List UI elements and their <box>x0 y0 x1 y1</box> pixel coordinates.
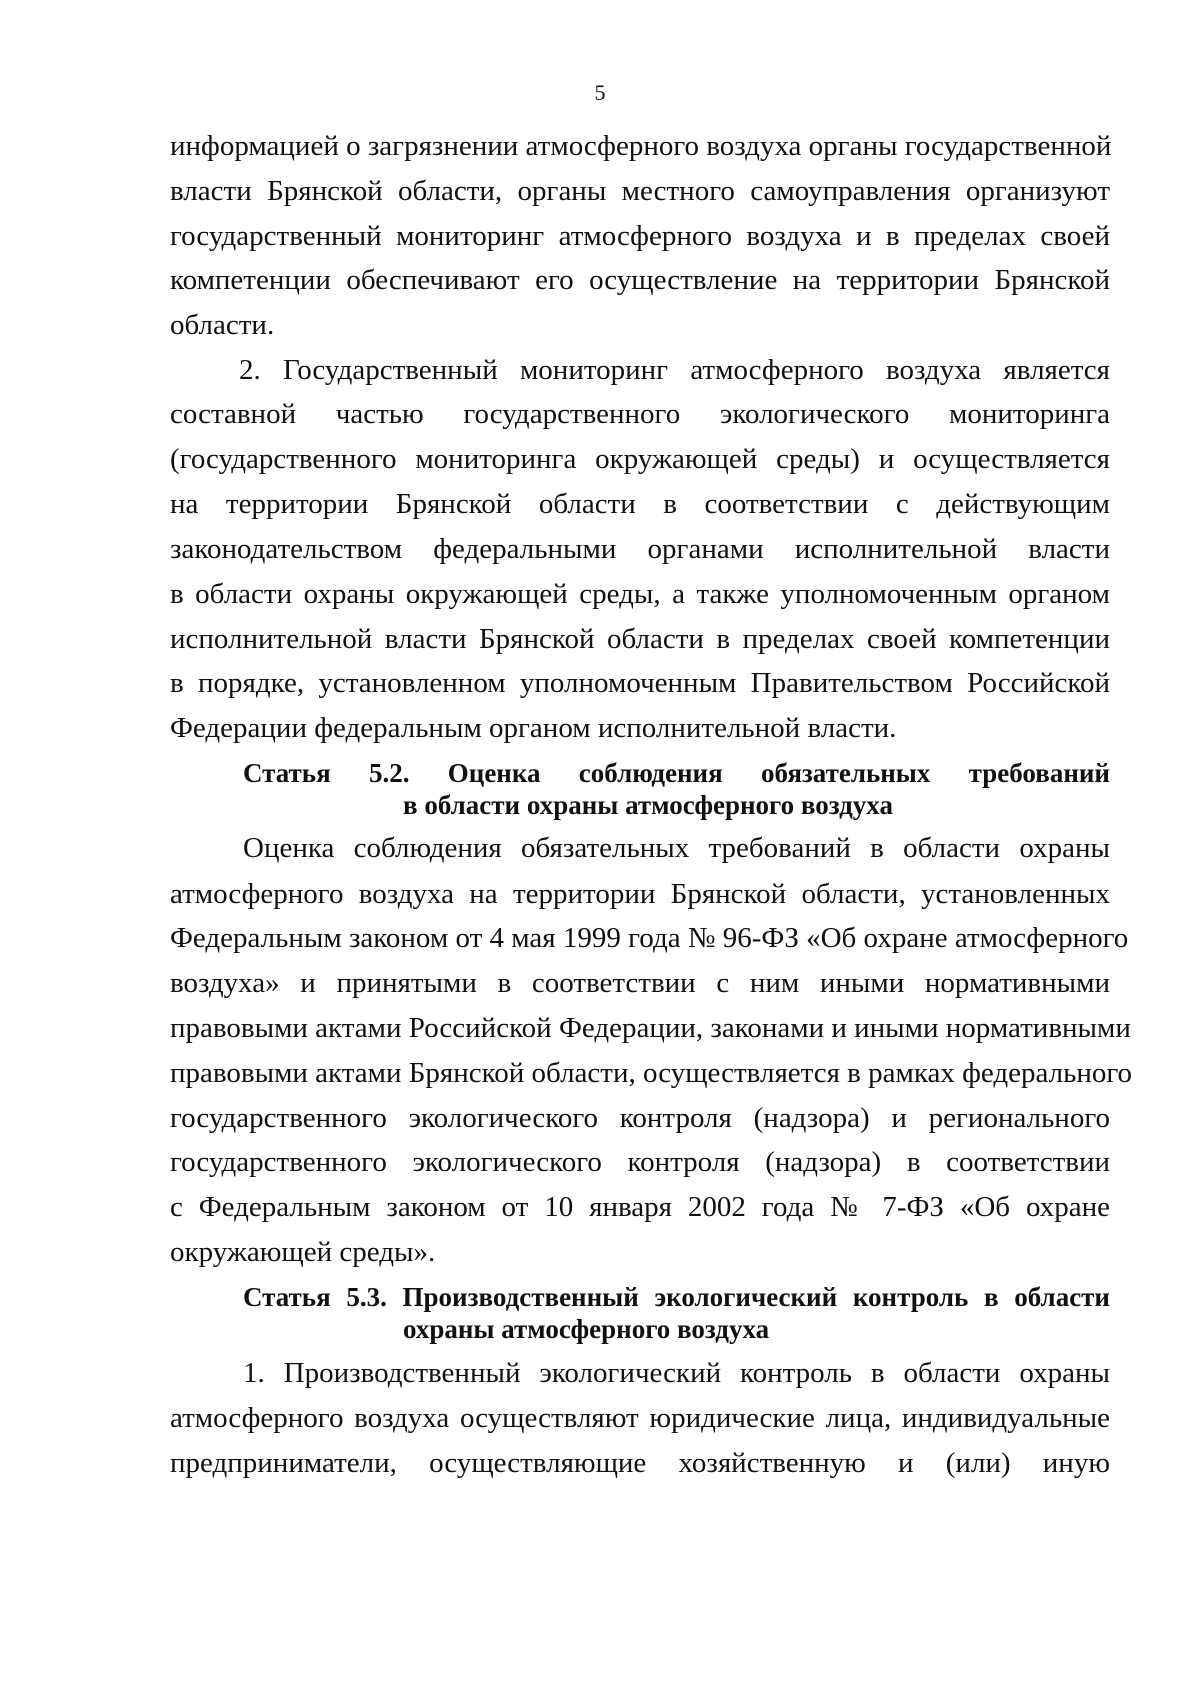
text-line: государственный мониторинг атмосферного воздуха и в пределах своей <box>170 220 1110 252</box>
text-line: правовыми актами Брянской области, осуществляется в рамках федерального <box>170 1057 1133 1089</box>
text-line: в области охраны окружающей среды, а также уполномоченным органом <box>170 578 1110 610</box>
text-line: воздуха» и принятыми в соответствии с ним иными нормативными <box>170 967 1110 999</box>
text-line: предприниматели, осуществляющие хозяйственную и (или) иную <box>170 1447 1110 1479</box>
text-line: 1. Производственный экологический контроль в области охраны <box>243 1357 1110 1389</box>
text-line: правовыми актами Российской Федерации, законами и иными нормативными <box>170 1012 1131 1044</box>
heading-line: Статья 5.3. Производственный экологический контроль в области <box>243 1282 1110 1312</box>
heading-line: Статья 5.2. Оценка соблюдения обязательных требований <box>243 758 1110 788</box>
text-line: составной частью государственного экологического мониторинга <box>170 398 1110 430</box>
text-line: государственного экологического контроля (надзора) и регионального <box>170 1102 1110 1134</box>
text-line: Федеральным законом от 4 мая 1999 года № 96-ФЗ «Об охране атмосферного <box>170 922 1129 954</box>
text-line: Оценка соблюдения обязательных требований в области охраны <box>243 832 1110 864</box>
text-line: в порядке, установленном уполномоченным Правительством Российской <box>170 667 1110 699</box>
text-line: окружающей среды». <box>170 1236 436 1268</box>
text-line: Федерации федеральным органом исполнительной власти. <box>170 712 897 744</box>
text-line: власти Брянской области, органы местного самоуправления организуют <box>170 175 1110 207</box>
text-line: государственного экологического контроля (надзора) в соответствии <box>170 1146 1110 1178</box>
text-line: компетенции обеспечивают его осуществление на территории Брянской <box>170 264 1110 296</box>
text-line: на территории Брянской области в соответствии с действующим <box>170 488 1110 520</box>
text-line: информацией о загрязнении атмосферного воздуха органы государственной <box>170 130 1112 162</box>
page-number: 5 <box>594 80 606 105</box>
text-line: атмосферного воздуха осуществляют юридические лица, индивидуальные <box>170 1402 1110 1434</box>
text-line: области. <box>170 309 275 341</box>
heading-line: охраны атмосферного воздуха <box>403 1314 770 1344</box>
text-line: с Федеральным законом от 10 января 2002 года № 7-ФЗ «Об охране <box>170 1191 1110 1223</box>
text-line: 2. Государственный мониторинг атмосферного воздуха является <box>239 354 1110 386</box>
text-line: (государственного мониторинга окружающей среды) и осуществляется <box>170 443 1110 475</box>
text-line: исполнительной власти Брянской области в пределах своей компетенции <box>170 623 1110 655</box>
text-line: законодательством федеральными органами исполнительной власти <box>170 533 1110 565</box>
text-line: атмосферного воздуха на территории Брянской области, установленных <box>170 878 1110 910</box>
heading-line: в области охраны атмосферного воздуха <box>403 790 893 820</box>
